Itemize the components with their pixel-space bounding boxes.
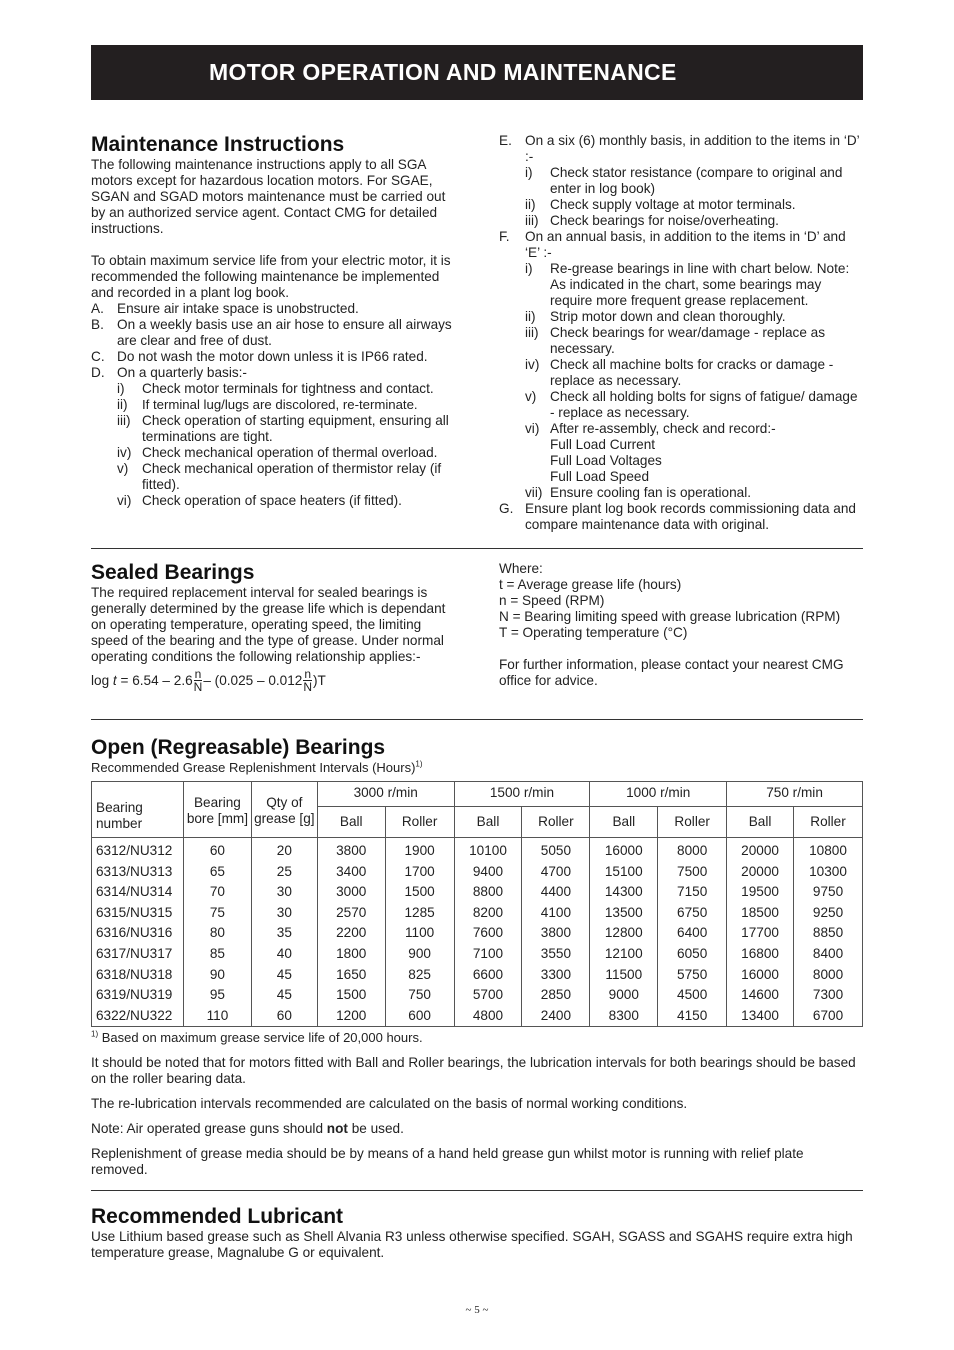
table-cell: 8850 — [794, 923, 863, 944]
table-cell: 825 — [385, 965, 454, 986]
list-item-a: A. Ensure air intake space is unobstructed. — [91, 301, 359, 316]
table-subtitle: Recommended Grease Replenishment Intervals (Hours) — [91, 760, 416, 775]
list-item-c: C. Do not wash the motor down unless it is IP66 rated. — [91, 349, 428, 364]
table-cell: 13500 — [590, 903, 658, 924]
sublist-item: vi) Check operation of space heaters (if fitted). — [117, 493, 402, 508]
table-cell: 9000 — [590, 985, 658, 1006]
col-bearing-number: Bearing number — [92, 782, 184, 838]
maintenance-list-left — [91, 301, 456, 381]
table-cell: 9250 — [794, 903, 863, 924]
sealed-where-block: Where: t = Average grease life (hours) n = Speed (RPM) N = Bearing limiting speed with grease lubrication (RPM) T = Operating temperature (°C) For further information, please contact your nearest CMG office for advice. — [499, 561, 863, 689]
table-cell: 85 — [183, 944, 251, 965]
col-roller: Roller — [794, 807, 863, 838]
maintenance-left-column — [91, 133, 456, 509]
sublist-item: iv) Check all machine bolts for cracks or damage - replace as necessary. — [525, 357, 834, 388]
table-cell: 6315/NU315 — [92, 903, 184, 924]
table-cell: 12800 — [590, 923, 658, 944]
table-cell: 2850 — [522, 985, 590, 1006]
page-number: ~ 5 ~ — [465, 1304, 489, 1316]
col-group-1000: 1000 r/min — [590, 782, 727, 807]
col-ball: Ball — [727, 807, 794, 838]
table-cell: 1500 — [385, 882, 454, 903]
list-item-d: D. On a quarterly basis:- — [91, 365, 247, 380]
annual-sublist — [499, 261, 863, 501]
table-cell: 6050 — [658, 944, 727, 965]
table-cell: 6319/NU319 — [92, 985, 184, 1006]
sublist-item: i) Check motor terminals for tightness and contact. — [117, 381, 434, 396]
table-cell: 900 — [385, 944, 454, 965]
table-cell: 20000 — [727, 838, 794, 862]
sublist-item: iii) Check operation of starting equipment, ensuring all terminations are tight. — [117, 413, 449, 444]
table-cell: 2570 — [317, 903, 385, 924]
sublist-item: iii) Check bearings for wear/damage - replace as necessary. — [525, 325, 826, 356]
table-cell: 75 — [183, 903, 251, 924]
col-roller: Roller — [522, 807, 590, 838]
table-cell: 8200 — [454, 903, 522, 924]
sublist-item: ii) Check supply voltage at motor terminals. — [525, 197, 796, 212]
sublist-item: iii) Check bearings for noise/overheating. — [525, 213, 779, 228]
table-cell: 750 — [385, 985, 454, 1006]
table-cell: 4500 — [658, 985, 727, 1006]
note-replenishment: Replenishment of grease media should be by means of a hand held grease gun whilst motor is running with relief plate removed. — [91, 1146, 804, 1177]
list-item-g: G. Ensure plant log book records commissioning data and compare maintenance data with original. — [499, 501, 856, 532]
col-roller: Roller — [385, 807, 454, 838]
table-cell: 8800 — [454, 882, 522, 903]
maintenance-right-column — [499, 133, 863, 533]
table-cell: 6314/NU314 — [92, 882, 184, 903]
table-row — [92, 965, 863, 986]
table-cell: 45 — [251, 965, 317, 986]
table-cell: 12100 — [590, 944, 658, 965]
table-cell: 3000 — [317, 882, 385, 903]
table-row — [92, 1006, 863, 1027]
table-cell: 16000 — [727, 965, 794, 986]
sublist-item: v) Check all holding bolts for signs of fatigue/ damage - replace as necessary. — [525, 389, 858, 420]
sublist-item: vii) Ensure cooling fan is operational. — [525, 485, 752, 500]
table-cell: 14600 — [727, 985, 794, 1006]
table-row — [92, 882, 863, 903]
table-cell: 4700 — [522, 862, 590, 883]
col-qty-grease: Qty of grease [g] — [251, 782, 317, 838]
lubricant-heading: Recommended Lubricant — [91, 1205, 344, 1228]
table-cell: 95 — [183, 985, 251, 1006]
table-cell: 6312/NU312 — [92, 838, 184, 862]
table-cell: 1500 — [317, 985, 385, 1006]
table-cell: 7150 — [658, 882, 727, 903]
table-cell: 6400 — [658, 923, 727, 944]
section-divider — [91, 548, 863, 549]
table-row — [92, 923, 863, 944]
table-cell: 4100 — [522, 903, 590, 924]
table-cell: 1200 — [317, 1006, 385, 1027]
table-cell: 14300 — [590, 882, 658, 903]
note-grease-guns: Note: Air operated grease guns should not be used. — [91, 1121, 404, 1136]
table-cell: 90 — [183, 965, 251, 986]
table-cell: 80 — [183, 923, 251, 944]
maintenance-intro-1: The following maintenance instructions apply to all SGA motors except for hazardous location motors. For SGAE, SGAN and SGAD motors maintenance must be carried out by an authorized service agent. Contact CMG for detailed instructions. — [91, 157, 446, 236]
table-cell: 1650 — [317, 965, 385, 986]
table-cell: 3550 — [522, 944, 590, 965]
section-divider — [91, 1190, 863, 1191]
table-cell: 110 — [183, 1006, 251, 1027]
table-cell: 10800 — [794, 838, 863, 862]
lubricant-section — [91, 1205, 863, 1261]
table-cell: 7600 — [454, 923, 522, 944]
open-heading: Open (Regreasable) Bearings — [91, 736, 386, 759]
open-bearings-notes: $^{1)}$ Based on maximum grease service life of 20,000 hours. It should be noted that for motors fitted with Ball and Roller bearings, the lubrication intervals for both bearings should be based on the roller bearing data. The re-lubrication intervals recommended are calculated on the basis of normal working conditions. Note: Air operated grease guns should not be used. Replenishment of grease media should be by means of a hand held grease gun whilst motor is running with relief plate removed. — [91, 1030, 863, 1178]
sublist-item: ii) If terminal lug/lugs are discolored, re-terminate. — [117, 397, 418, 412]
open-bearings-header: Open (Regreasable) Bearings Recommended Grease Replenishment Intervals (Hours)$^{1)}$ — [91, 736, 863, 776]
table-cell: 60 — [183, 838, 251, 862]
table-cell: 5700 — [454, 985, 522, 1006]
list-item-e: E. On a six (6) monthly basis, in addition to the items in ‘D’ :- — [499, 133, 860, 164]
sublist-item: vi) After re-assembly, check and record:- Full Load Current Full Load Voltages Full Load Speed — [525, 421, 863, 485]
fraction-n-over-N: $\frac{n}{N}$ — [193, 667, 203, 694]
table-cell: 8400 — [794, 944, 863, 965]
table-body — [92, 838, 863, 1027]
col-ball: Ball — [317, 807, 385, 838]
where-t: t = Average grease life (hours) — [499, 577, 682, 592]
table-cell: 5050 — [522, 838, 590, 862]
table-cell: 5750 — [658, 965, 727, 986]
where-T: T = Operating temperature (°C) — [499, 625, 688, 640]
table-cell: 65 — [183, 862, 251, 883]
table-cell: 9750 — [794, 882, 863, 903]
table-row — [92, 838, 863, 862]
sealed-heading: Sealed Bearings — [91, 561, 255, 584]
table-row — [92, 985, 863, 1006]
table-cell: 16000 — [590, 838, 658, 862]
header-banner — [91, 45, 863, 100]
table-cell: 3300 — [522, 965, 590, 986]
table-cell: 600 — [385, 1006, 454, 1027]
table-cell: 20 — [251, 838, 317, 862]
sublist-item: ii) Strip motor down and clean thoroughly. — [525, 309, 786, 324]
table-cell: 10100 — [454, 838, 522, 862]
table-cell: 4800 — [454, 1006, 522, 1027]
record-full-load-voltages: Full Load Voltages — [550, 453, 662, 468]
table-cell: 40 — [251, 944, 317, 965]
table-cell: 1800 — [317, 944, 385, 965]
table-cell: 1285 — [385, 903, 454, 924]
table-cell: 6316/NU316 — [92, 923, 184, 944]
table-row — [92, 862, 863, 883]
table-cell: 20000 — [727, 862, 794, 883]
table-cell: 2200 — [317, 923, 385, 944]
six-monthly-sublist — [499, 165, 863, 229]
table-cell: 7300 — [794, 985, 863, 1006]
table-cell: 10300 — [794, 862, 863, 883]
table-cell: 2400 — [522, 1006, 590, 1027]
table-cell: 15100 — [590, 862, 658, 883]
col-bearing-bore: Bearing bore [mm] — [183, 782, 251, 838]
table-footnote: Based on maximum grease service life of 20,000 hours. — [101, 1030, 423, 1045]
table-cell: 3400 — [317, 862, 385, 883]
table-cell: 8000 — [658, 838, 727, 862]
table-cell: 7100 — [454, 944, 522, 965]
table-cell: 16800 — [727, 944, 794, 965]
table-cell: 6322/NU322 — [92, 1006, 184, 1027]
sublist-item: i) Check stator resistance (compare to original and enter in log book) — [525, 165, 843, 196]
col-group-750: 750 r/min — [727, 782, 863, 807]
further-info: For further information, please contact your nearest CMG office for advice. — [499, 657, 844, 688]
record-full-load-current: Full Load Current — [550, 437, 656, 452]
where-N: N = Bearing limiting speed with grease lubrication (RPM) — [499, 609, 841, 624]
table-cell: 11500 — [590, 965, 658, 986]
table-row — [92, 903, 863, 924]
table-cell: 3800 — [317, 838, 385, 862]
col-group-3000: 3000 r/min — [317, 782, 454, 807]
table-cell: 60 — [251, 1006, 317, 1027]
fraction-n-over-N: $\frac{n}{N}$ — [303, 667, 313, 694]
table-cell: 18500 — [727, 903, 794, 924]
table-cell: 19500 — [727, 882, 794, 903]
table-cell: 35 — [251, 923, 317, 944]
table-row — [92, 944, 863, 965]
sublist-item: v) Check mechanical operation of thermistor relay (if fitted). — [117, 461, 442, 492]
sublist-item: i) Re-grease bearings in line with chart below. Note: As indicated in the chart, some bearings may require more frequent grease replacement. — [525, 261, 850, 308]
table-cell: 4400 — [522, 882, 590, 903]
table-cell: 17700 — [727, 923, 794, 944]
table-cell: 25 — [251, 862, 317, 883]
col-group-1500: 1500 r/min — [454, 782, 590, 807]
lubricant-body: Use Lithium based grease such as Shell Alvania R3 unless otherwise specified. SGAH, SGASS and SGAHS require extra high temperature grease, Magnalube G or equivalent. — [91, 1229, 853, 1260]
section-divider — [91, 719, 863, 720]
note-ball-roller: It should be noted that for motors fitted with Ball and Roller bearings, the lubrication intervals for both bearings should be based on the roller bearing data. — [91, 1055, 856, 1086]
sealed-bearings-section — [91, 561, 456, 693]
table-cell: 1700 — [385, 862, 454, 883]
sealed-body: The required replacement interval for sealed bearings is generally determined by the grease life which is dependant on operating temperature, operating speed, the limiting speed of the bearing and the type of grease. Under normal operating conditions the following relationship applies:- — [91, 585, 446, 664]
table-cell: 7500 — [658, 862, 727, 883]
table-cell: 30 — [251, 903, 317, 924]
table-cell: 8000 — [794, 965, 863, 986]
table-cell: 45 — [251, 985, 317, 1006]
list-item-f: F. On an annual basis, in addition to the items in ‘D’ and ‘E’ :- — [499, 229, 846, 260]
col-roller: Roller — [658, 807, 727, 838]
record-full-load-speed: Full Load Speed — [550, 469, 650, 484]
table-cell: 6600 — [454, 965, 522, 986]
grease-life-formula: log t = 6.54 – 2.6 $\frac{n}{N}$ – (0.025 – 0.012 $\frac{n}{N}$ )T — [91, 667, 326, 694]
maintenance-intro-2: To obtain maximum service life from your electric motor, it is recommended the following maintenance be implemented and recorded in a plant log book. — [91, 253, 451, 300]
grease-interval-table — [91, 781, 863, 1027]
table-cell: 6317/NU317 — [92, 944, 184, 965]
note-relubrication: The re-lubrication intervals recommended are calculated on the basis of normal working conditions. — [91, 1096, 688, 1111]
table-cell: 6700 — [794, 1006, 863, 1027]
table-cell: 8300 — [590, 1006, 658, 1027]
list-item-b: B. On a weekly basis use an air hose to ensure all airways are clear and free of dust. — [91, 317, 452, 348]
table-cell: 3800 — [522, 923, 590, 944]
table-cell: 6313/NU313 — [92, 862, 184, 883]
table-cell: 70 — [183, 882, 251, 903]
col-ball: Ball — [590, 807, 658, 838]
sublist-item: iv) Check mechanical operation of thermal overload. — [117, 445, 438, 460]
table-cell: 1900 — [385, 838, 454, 862]
where-n: n = Speed (RPM) — [499, 593, 605, 608]
table-cell: 1100 — [385, 923, 454, 944]
table-cell: 6750 — [658, 903, 727, 924]
quarterly-sublist — [91, 381, 456, 509]
table-cell: 4150 — [658, 1006, 727, 1027]
table-cell: 13400 — [727, 1006, 794, 1027]
page-title: MOTOR OPERATION AND MAINTENANCE — [209, 59, 677, 85]
table-cell: 9400 — [454, 862, 522, 883]
table-cell: 30 — [251, 882, 317, 903]
maintenance-heading: Maintenance Instructions — [91, 133, 345, 156]
col-ball: Ball — [454, 807, 522, 838]
table-cell: 6318/NU318 — [92, 965, 184, 986]
